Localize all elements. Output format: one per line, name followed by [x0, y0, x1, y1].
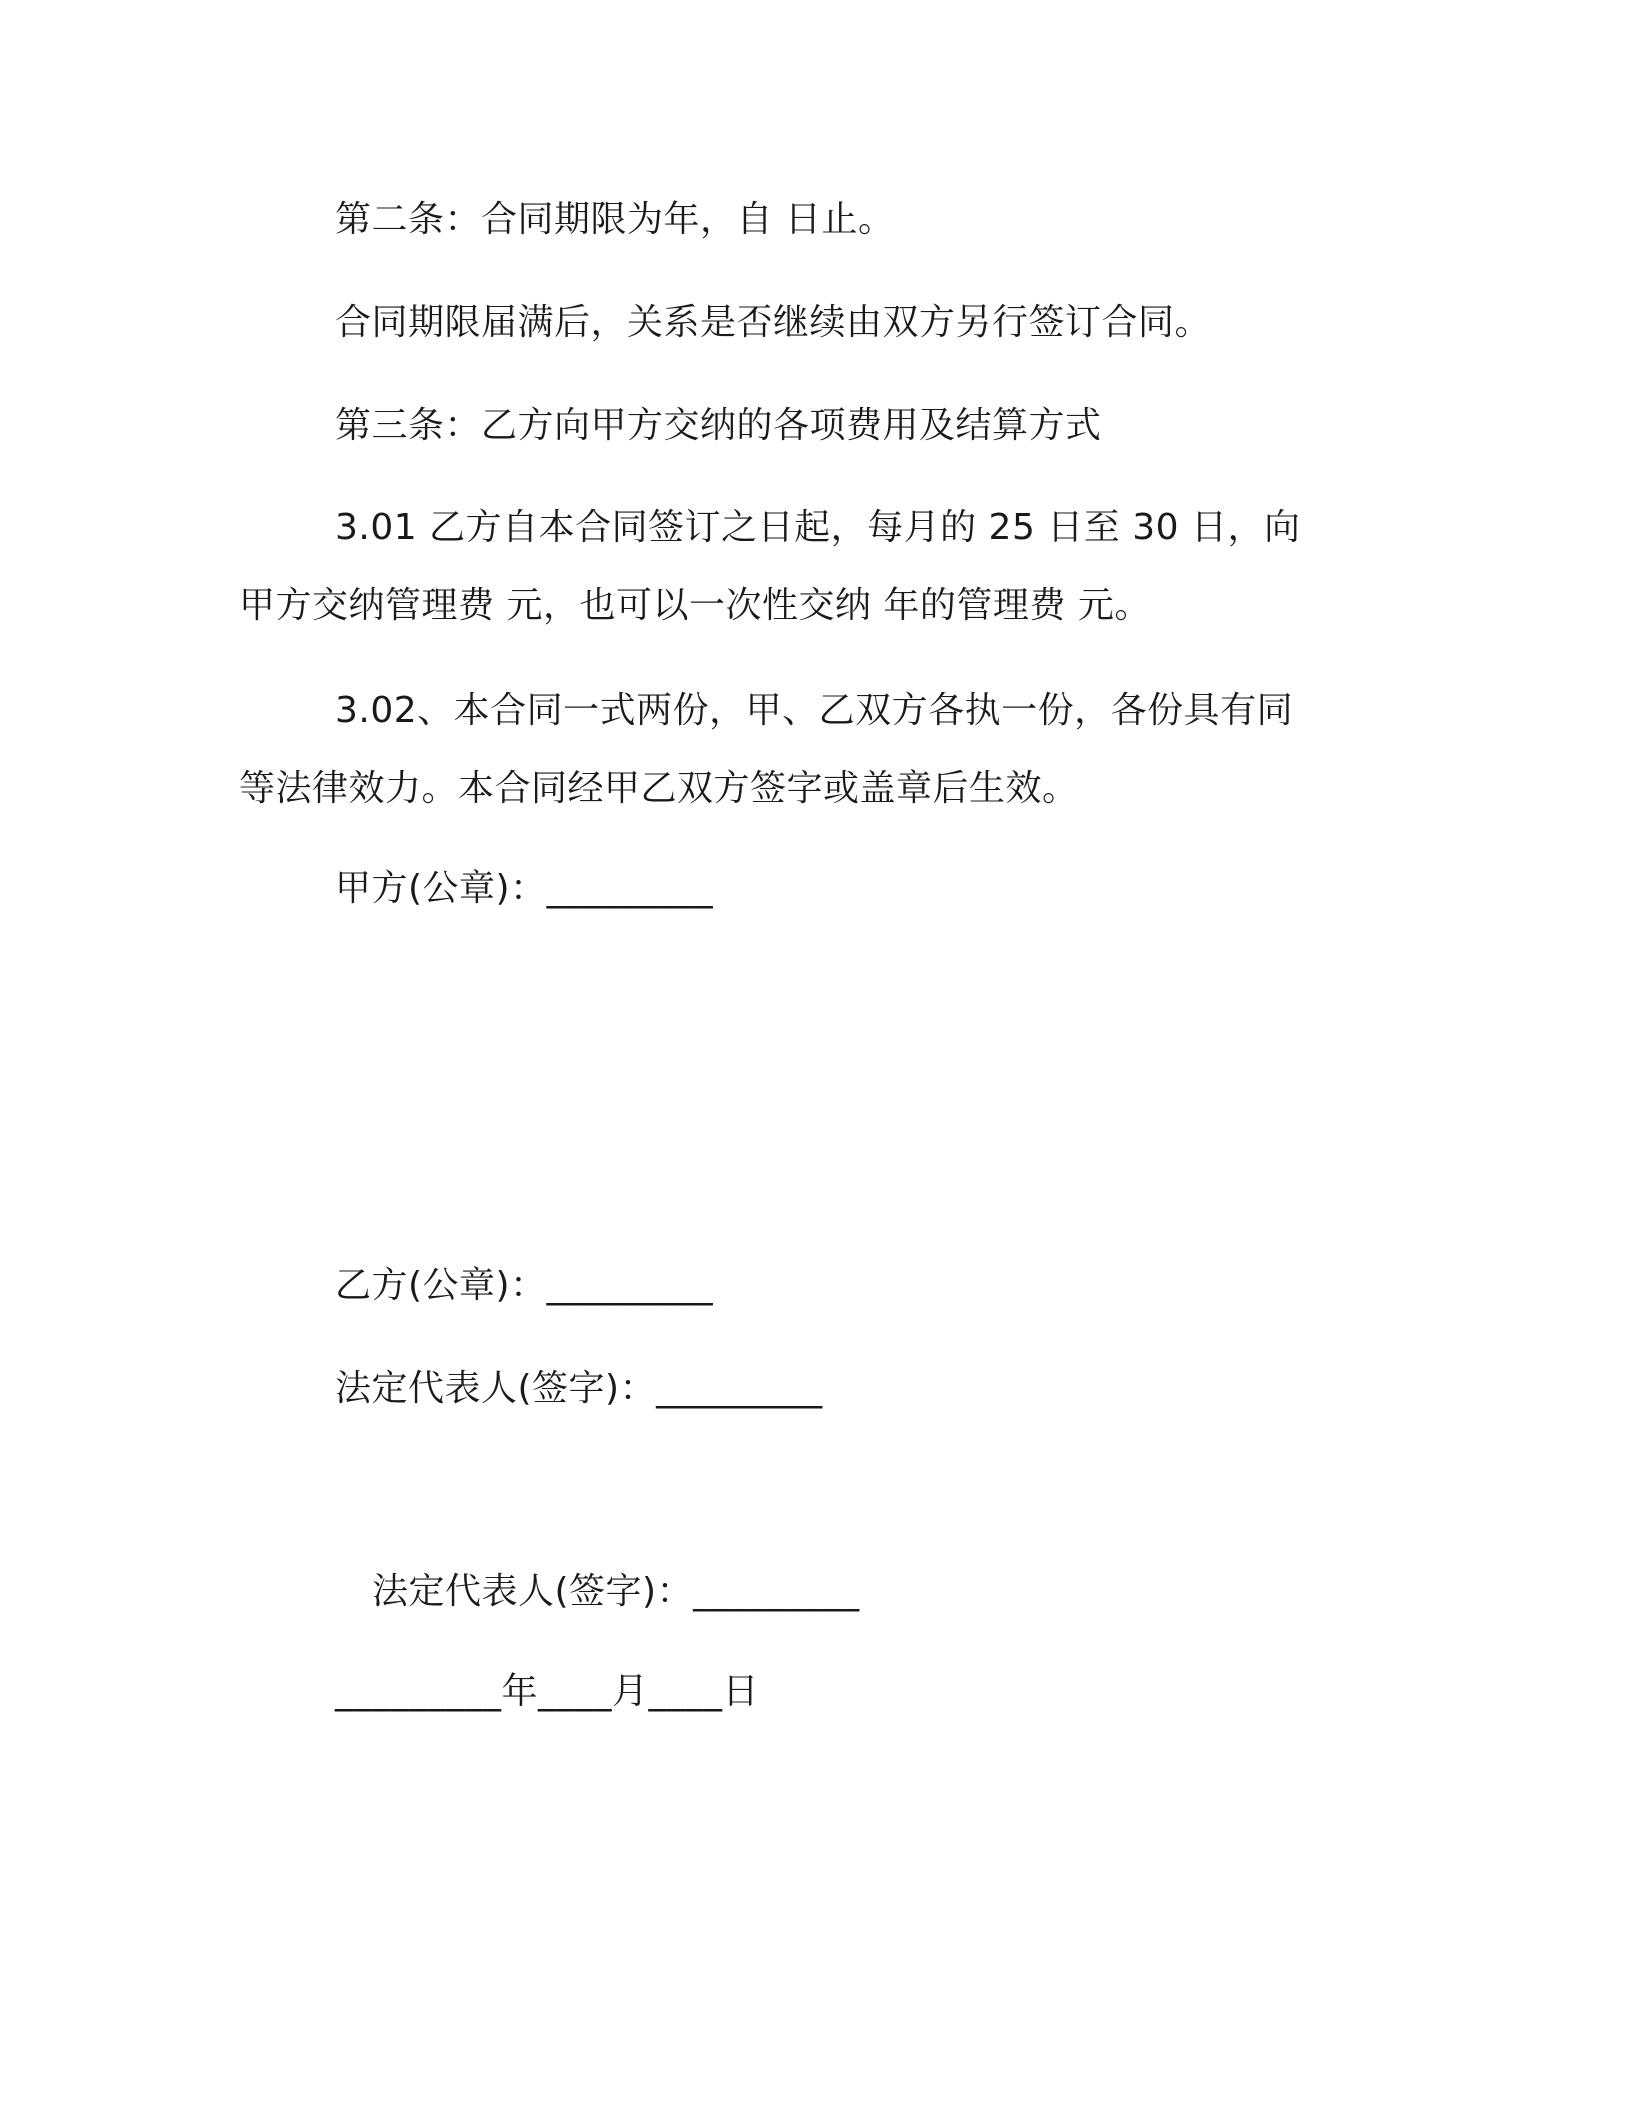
legal-representative-signature-line-2: 法定代表人(签字)：_________ [372, 1571, 860, 1612]
clause-3-heading: 第三条：乙方向甲方交纳的各项费用及结算方式 [335, 405, 1102, 446]
clause-3-01-text: 3.01 乙方自本合同签订之日起，每月的 25 日至 30 日，向甲方交纳管理费 元，也可以一次性交纳 年的管理费 元。 [239, 507, 1301, 626]
clause-3-01-paragraph [239, 489, 1314, 645]
clause-3-02-text: 3.02、本合同一式两份，甲、乙双方各执一份，各份具有同等法律效力。本合同经甲乙双方签字或盖章后生效。 [239, 690, 1294, 809]
party-a-seal-line: 甲方(公章)：_________ [335, 868, 714, 909]
clause-3-02-paragraph [239, 672, 1314, 828]
clause-2-body: 合同期限届满后，关系是否继续由双方另行签订合同。 [335, 302, 1212, 343]
clause-2-heading: 第二条：合同期限为年，自 日止。 [335, 199, 895, 240]
legal-representative-signature-line-1: 法定代表人(签字)：_________ [335, 1368, 823, 1409]
party-b-seal-line: 乙方(公章)：_________ [335, 1265, 714, 1306]
date-line: _________年____月____日 [335, 1671, 759, 1712]
